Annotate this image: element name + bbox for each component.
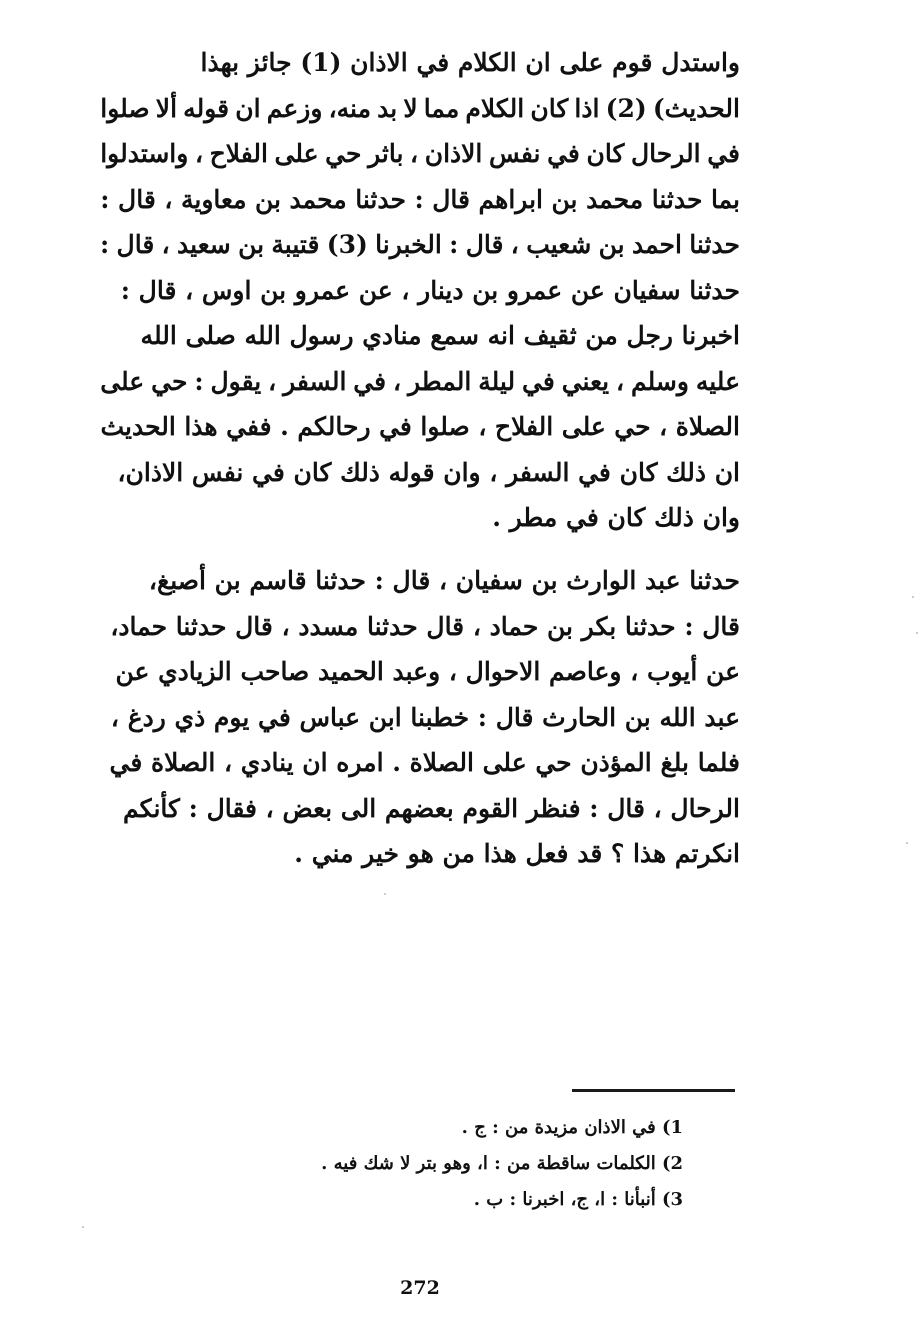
- text-line: حدثنا عبد الوارث بن سفيان ، قال : حدثنا قاسم بن أصبغ،: [148, 566, 740, 595]
- scan-speck: [384, 893, 386, 895]
- footnote: [200, 1182, 690, 1218]
- footnote-text: أنبأنا : ا، ج، اخبرنا : ب .: [473, 1189, 656, 1210]
- text-line: بما حدثنا محمد بن ابراهم قال : حدثنا محمد بن معاوية ، قال :: [100, 184, 740, 214]
- scan-speck: [906, 842, 908, 844]
- text-line: حدثنا سفيان عن عمرو بن دينار ، عن عمرو بن اوس ، قال :: [120, 275, 740, 305]
- text-line: الرحال ، قال : فنظر القوم بعضهم الى بعض ، فقال : كأنكم: [123, 793, 740, 823]
- text-line: الصلاة ، حي على الفلاح ، صلوا في رحالكم . ففي هذا الحديث: [100, 412, 740, 441]
- footnote-number: 1): [662, 1117, 684, 1138]
- text-line: في الرحال كان في نفس الاذان ، باثر حي على الفلاح ، واستدلوا: [100, 139, 740, 168]
- scan-speck: [916, 632, 918, 634]
- footnote-number: 2): [662, 1153, 684, 1174]
- text-line: حدثنا احمد بن شعيب ، قال : الخبرنا (3) قتيبة بن سعيد ، قال :: [99, 230, 740, 259]
- footnote: [200, 1146, 690, 1182]
- footnote: [200, 1110, 690, 1146]
- scan-speck: [82, 1226, 84, 1228]
- text-line: عن أيوب ، وعاصم الاحوال ، وعبد الحميد صاحب الزيادي عن: [115, 657, 740, 686]
- footnote-text: في الاذان مزيدة من : ج .: [461, 1117, 656, 1138]
- text-line: انكرتم هذا ؟ قد فعل هذا من هو خير مني .: [294, 839, 740, 868]
- text-line: عليه وسلم ، يعني في ليلة المطر ، في السفر ، يقول : حي على: [100, 366, 740, 396]
- footnote-number: 3): [662, 1189, 684, 1210]
- text-line: قال : حدثنا بكر بن حماد ، قال حدثنا مسدد ، قال حدثنا حماد،: [110, 611, 740, 641]
- text-line: عبد الله بن الحارث قال : خطبنا ابن عباس في يوم ذي ردغ ،: [110, 702, 740, 732]
- text-line: فلما بلغ المؤذن حي على الصلاة . امره ان ينادي ، الصلاة في: [109, 748, 740, 777]
- scan-speck: [912, 596, 914, 598]
- footnote-text: الكلمات ساقطة من : ا، وهو بتر لا شك فيه .: [321, 1153, 656, 1174]
- text-line: ان ذلك كان في السفر ، وان قوله ذلك كان في نفس الاذان،: [117, 457, 740, 487]
- paragraph-2: [100, 558, 740, 877]
- paragraph-1: [100, 40, 740, 541]
- text-line: اخبرنا رجل من ثقيف انه سمع منادي رسول الله صلى الله: [140, 321, 740, 350]
- text-line: واستدل قوم على ان الكلام في الاذان (1) جائز بهذا: [200, 48, 740, 77]
- footnote-separator: [572, 1089, 735, 1092]
- text-line: وان ذلك كان في مطر .: [492, 503, 740, 532]
- page-number: 272: [400, 1277, 440, 1299]
- text-line: الحديث) (2) اذا كان الكلام مما لا بد منه، وزعم ان قوله ألا صلوا: [100, 93, 740, 123]
- footnotes: [200, 1110, 690, 1218]
